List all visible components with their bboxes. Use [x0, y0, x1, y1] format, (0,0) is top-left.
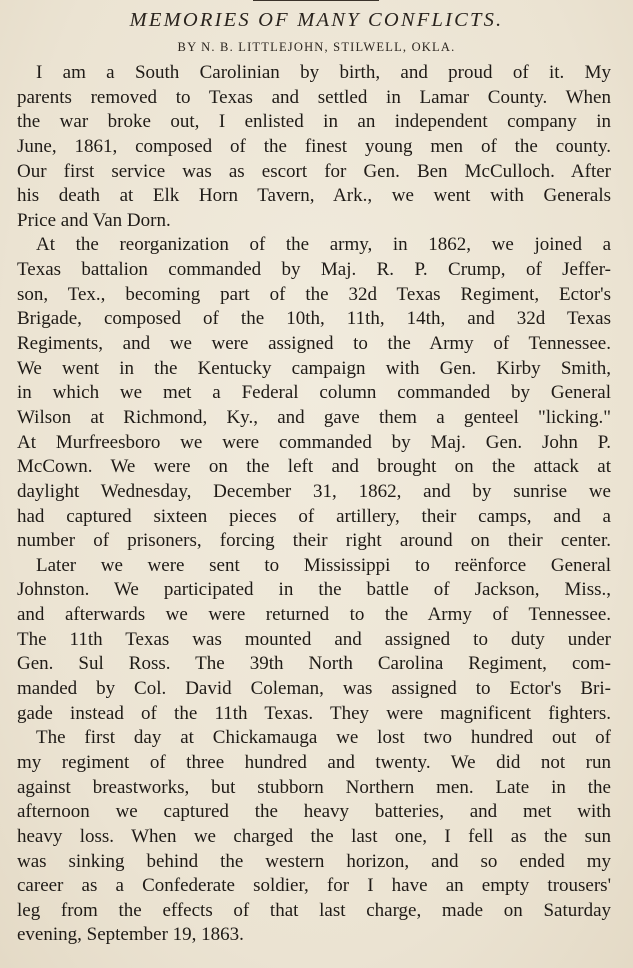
paragraph: [17, 726, 611, 948]
text-line: and afterwards we were returned to the Army of Tennessee.: [17, 604, 611, 626]
text-line: daylight Wednesday, December 31, 1862, and by sunrise we: [17, 480, 611, 502]
text-line: parents removed to Texas and settled in Lamar County. When: [17, 86, 611, 108]
text-line: June, 1861, composed of the finest young men of the county.: [17, 135, 611, 157]
text-line: heavy loss. When we charged the last one, I fell as the sun: [17, 825, 611, 847]
text-line: his death at Elk Horn Tavern, Ark., we went with Generals: [17, 185, 611, 207]
text-line: We went in the Kentucky campaign with Gen. Kirby Smith,: [17, 357, 611, 379]
text-line: gade instead of the 11th Texas. They were magnificent fighters.: [17, 702, 611, 724]
text-line: my regiment of three hundred and twenty. We did not run: [17, 751, 611, 773]
text-line: Texas battalion commanded by Maj. R. P. Crump, of Jeffer-: [17, 259, 611, 281]
text-line: career as a Confederate soldier, for I have an empty trousers': [17, 875, 611, 897]
text-line: I am a South Carolinian by birth, and proud of it. My: [36, 62, 611, 83]
article-byline: BY N. B. LITTLEJOHN, STILWELL, OKLA.: [177, 40, 456, 54]
text-line: was sinking behind the western horizon, and so ended my: [17, 850, 611, 872]
text-line: against breastworks, but stubborn Northern men. Late in the: [17, 776, 611, 798]
text-line: McCown. We were on the left and brought on the attack at: [17, 456, 611, 478]
text-line: Johnston. We participated in the battle of Jackson, Miss.,: [17, 579, 611, 601]
text-line: afternoon we captured the heavy batteries, and met with: [17, 801, 611, 823]
text-line: had captured sixteen pieces of artillery, their camps, and a: [17, 505, 611, 527]
text-line: Later we were sent to Mississippi to reënforce General: [36, 554, 611, 576]
article-title: MEMORIES OF MANY CONFLICTS.: [129, 9, 504, 31]
article-body: [17, 61, 611, 948]
text-line: Wilson at Richmond, Ky., and gave them a genteel "licking.": [17, 406, 611, 428]
text-line: The first day at Chickamauga we lost two hundred out of: [36, 727, 611, 749]
text-line: leg from the effects of that last charge, made on Saturday: [17, 899, 611, 921]
header-rule: [253, 0, 379, 1]
text-line: At Murfreesboro we were commanded by Maj. Gen. John P.: [17, 431, 611, 453]
text-line: Regiments, and we were assigned to the Army of Tennessee.: [17, 333, 611, 355]
text-line: the war broke out, I enlisted in an independent company in: [17, 111, 611, 133]
text-line: in which we met a Federal column commanded by General: [17, 382, 611, 404]
text-line: Price and Van Dorn.: [17, 209, 171, 231]
paragraph: [17, 233, 611, 553]
text-line: son, Tex., becoming part of the 32d Texas Regiment, Ector's: [17, 283, 611, 305]
text-line: At the reorganization of the army, in 1862, we joined a: [36, 234, 611, 256]
text-line: Gen. Sul Ross. The 39th North Carolina Regiment, com-: [17, 653, 611, 675]
paragraph: [17, 554, 611, 726]
text-line: evening, September 19, 1863.: [17, 924, 244, 946]
text-line: Brigade, composed of the 10th, 11th, 14th, and 32d Texas: [17, 308, 611, 330]
text-line: number of prisoners, forcing their right around on their center.: [17, 530, 611, 552]
paragraph: [17, 61, 611, 233]
text-line: The 11th Texas was mounted and assigned to duty under: [17, 628, 611, 650]
text-line: Our first service was as escort for Gen. Ben McCulloch. After: [17, 160, 611, 182]
text-line: manded by Col. David Coleman, was assigned to Ector's Bri-: [17, 678, 611, 700]
